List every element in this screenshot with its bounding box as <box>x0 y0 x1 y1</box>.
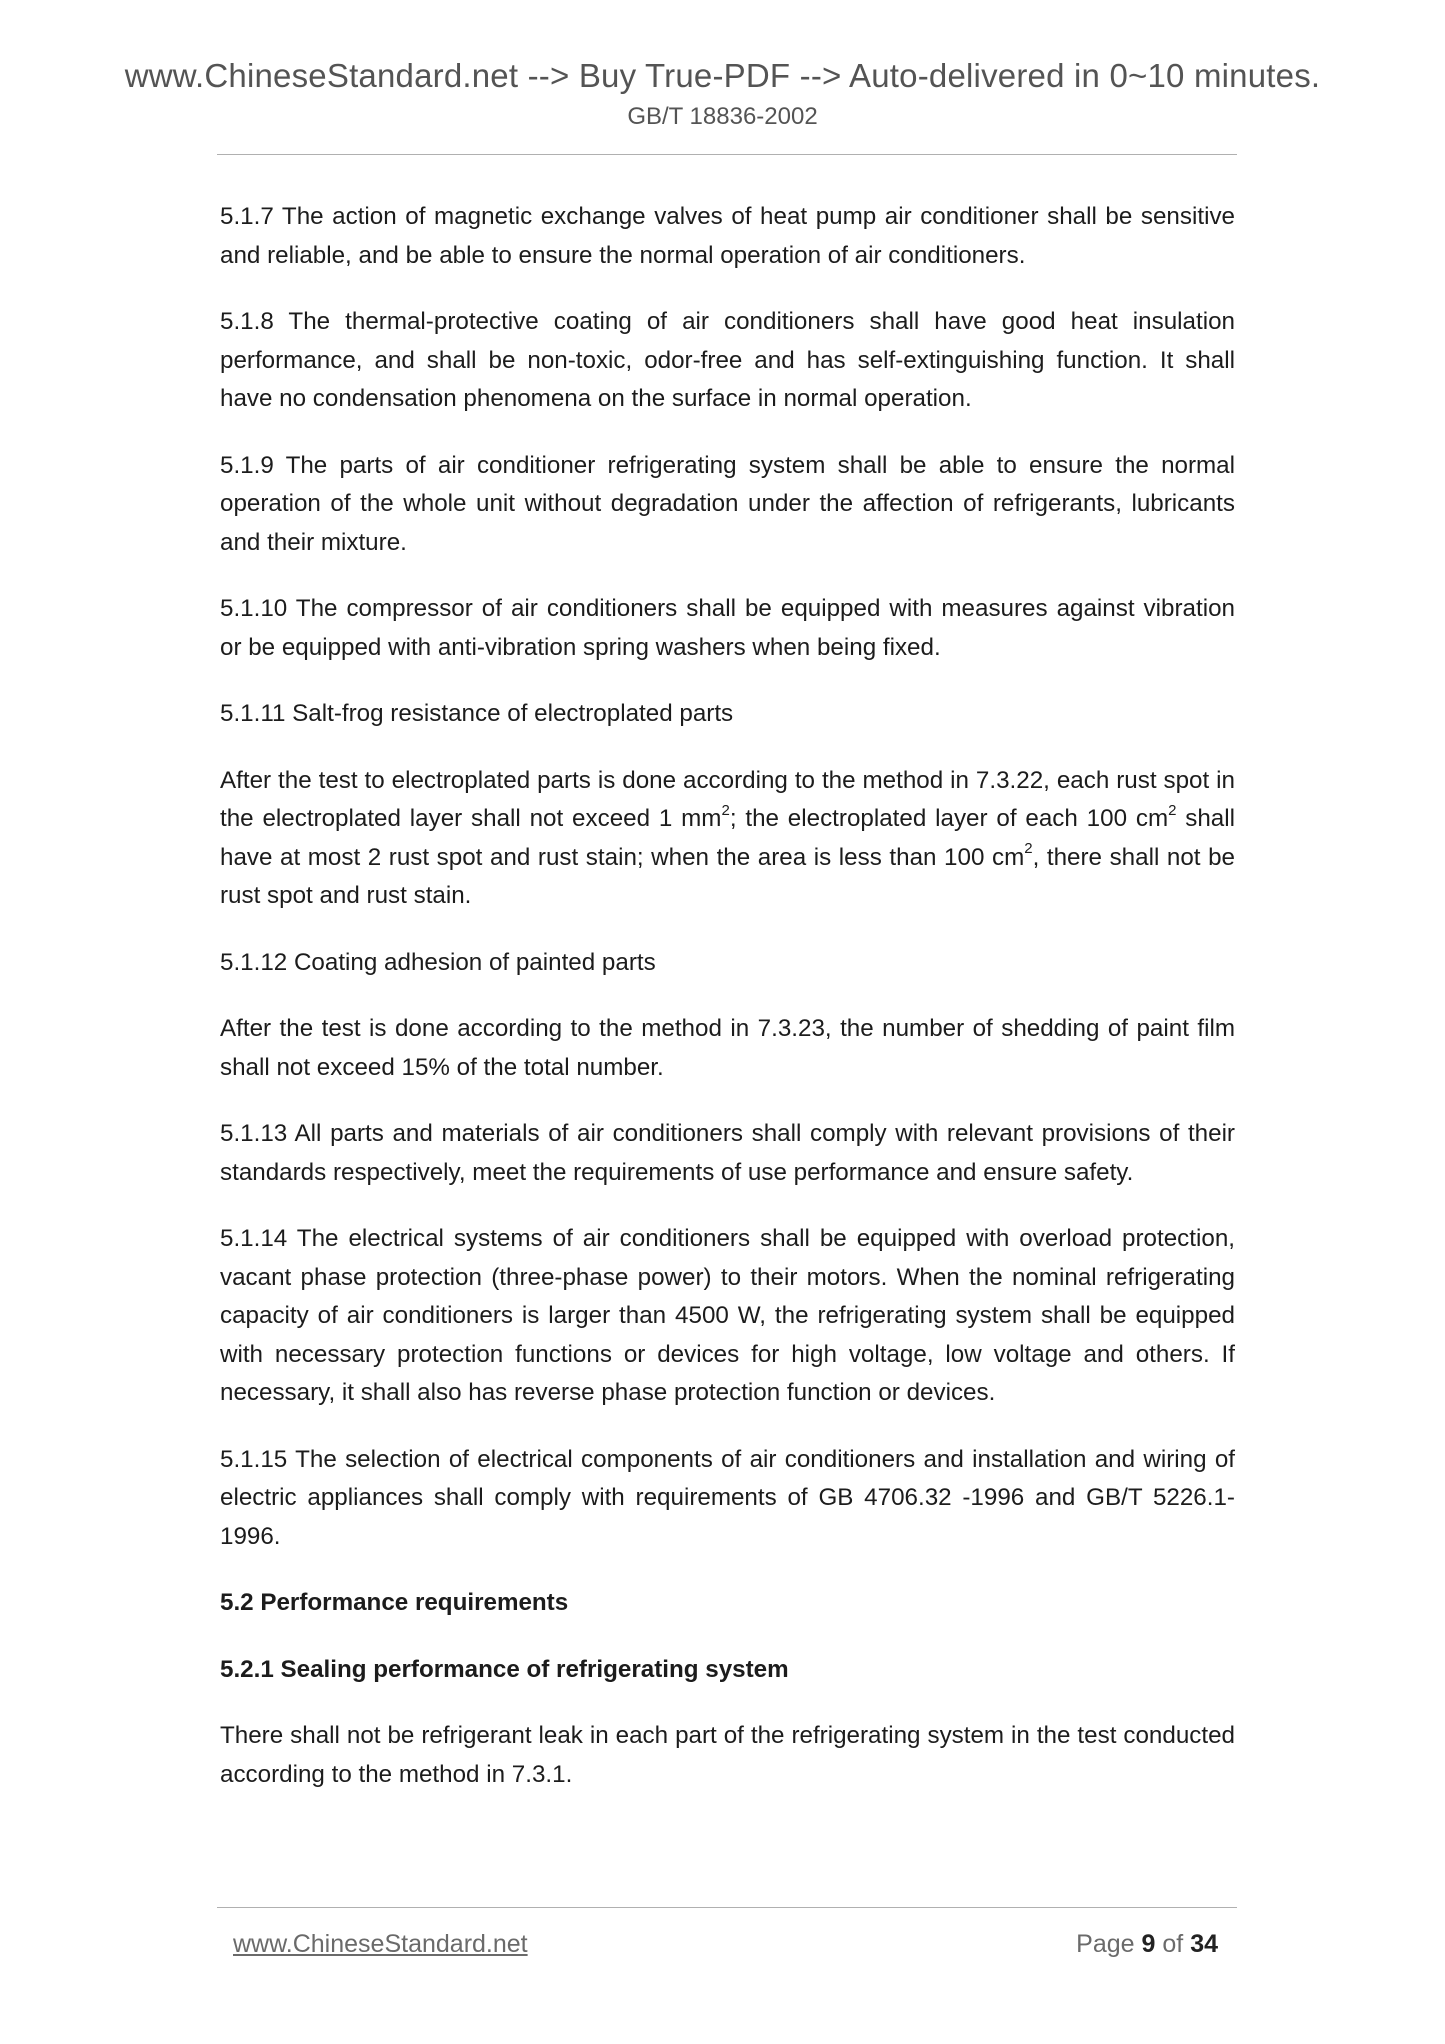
clause-5-1-11-text-4: , there shall not be rust spot and rust stain. <box>220 843 1236 909</box>
clause-5-1-10: 5.1.10 The compressor of air conditioners shall be equipped with measures against vibration or be equipped with anti-vibration spring washers when being fixed. <box>220 595 1235 661</box>
footer-divider <box>217 1907 1237 1908</box>
clause-5-2-1-body: There shall not be refrigerant leak in each part of the refrigerating system in the test conducted according to the method in 7.3.1. <box>220 1722 1235 1788</box>
footer-website-link[interactable]: www.ChineseStandard.net <box>233 1930 528 1958</box>
page-header <box>0 56 1445 132</box>
superscript-2: 2 <box>1168 801 1177 819</box>
clause-5-1-11-text-2: ; the electroplated layer of each 100 cm <box>729 805 1169 832</box>
page-current: 9 <box>1141 1930 1156 1958</box>
section-heading-5-2: 5.2 Performance requirements <box>220 1589 569 1616</box>
page-prefix: Page <box>1076 1930 1135 1958</box>
page-of: of <box>1162 1930 1184 1958</box>
header-divider <box>217 154 1237 155</box>
clause-5-1-12-title: 5.1.12 Coating adhesion of painted parts <box>220 948 656 976</box>
clause-5-1-7: 5.1.7 The action of magnetic exchange valves of heat pump air conditioner shall be sensitive and reliable, and be able to ensure the normal operation of air conditioners. <box>220 203 1235 269</box>
superscript-2: 2 <box>721 801 730 819</box>
clause-5-1-9: 5.1.9 The parts of air conditioner refrigerating system shall be able to ensure the normal operation of the whole unit without degradation under the affection of refrigerants, lubricants and their mixture. <box>220 451 1235 556</box>
clause-5-1-14: 5.1.14 The electrical systems of air conditioners shall be equipped with overload protection, vacant phase protection (three-phase power) to their motors. When the nominal refrigerating capacity of air conditioners is larger than 4500 W, the refrigerating system shall be equipped with necessary protection functions or devices for high voltage, low voltage and others. If necessary, it shall also has reverse phase protection function or devices. <box>220 1225 1235 1406</box>
section-heading-5-2-1: 5.2.1 Sealing performance of refrigerating system <box>220 1655 789 1683</box>
clause-5-1-13: 5.1.13 All parts and materials of air conditioners shall comply with relevant provisions of their standards respectively, meet the requirements of use performance and ensure safety. <box>220 1120 1235 1186</box>
page-footer <box>233 1930 1218 1964</box>
clause-5-1-15: 5.1.15 The selection of electrical components of air conditioners and installation and wiring of electric appliances shall comply with requirements of GB 4706.32 -1996 and GB/T 5226.1-1996. <box>220 1445 1235 1550</box>
page-total: 34 <box>1190 1930 1218 1958</box>
clause-5-1-11-text-3: shall have at most 2 rust spot and rust stain; when the area is less than 100 cm <box>220 805 1236 871</box>
document-body <box>220 198 1235 1822</box>
clause-5-1-11-body <box>220 762 1235 916</box>
page-number <box>1076 1930 1218 1959</box>
clause-5-1-8: 5.1.8 The thermal-protective coating of air conditioners shall have good heat insulation performance, and shall be non-toxic, odor-free and has self-extinguishing function. It shall have no condensation phenomena on the surface in normal operation. <box>220 308 1235 412</box>
clause-5-1-11-text-1: After the test to electroplated parts is done according to the method in 7.3.22, each rust spot in the electroplated layer shall not exceed 1 mm <box>220 766 1235 832</box>
document-code: GB/T 18836-2002 <box>627 103 818 130</box>
header-banner: www.ChineseStandard.net --> Buy True-PDF --> Auto-delivered in 0~10 minutes. <box>124 57 1321 94</box>
clause-5-1-11-title: 5.1.11 Salt-frog resistance of electroplated parts <box>220 700 734 727</box>
clause-5-1-12-body: After the test is done according to the method in 7.3.23, the number of shedding of paint film shall not exceed 15% of the total number. <box>220 1015 1235 1081</box>
superscript-2: 2 <box>1024 840 1033 858</box>
